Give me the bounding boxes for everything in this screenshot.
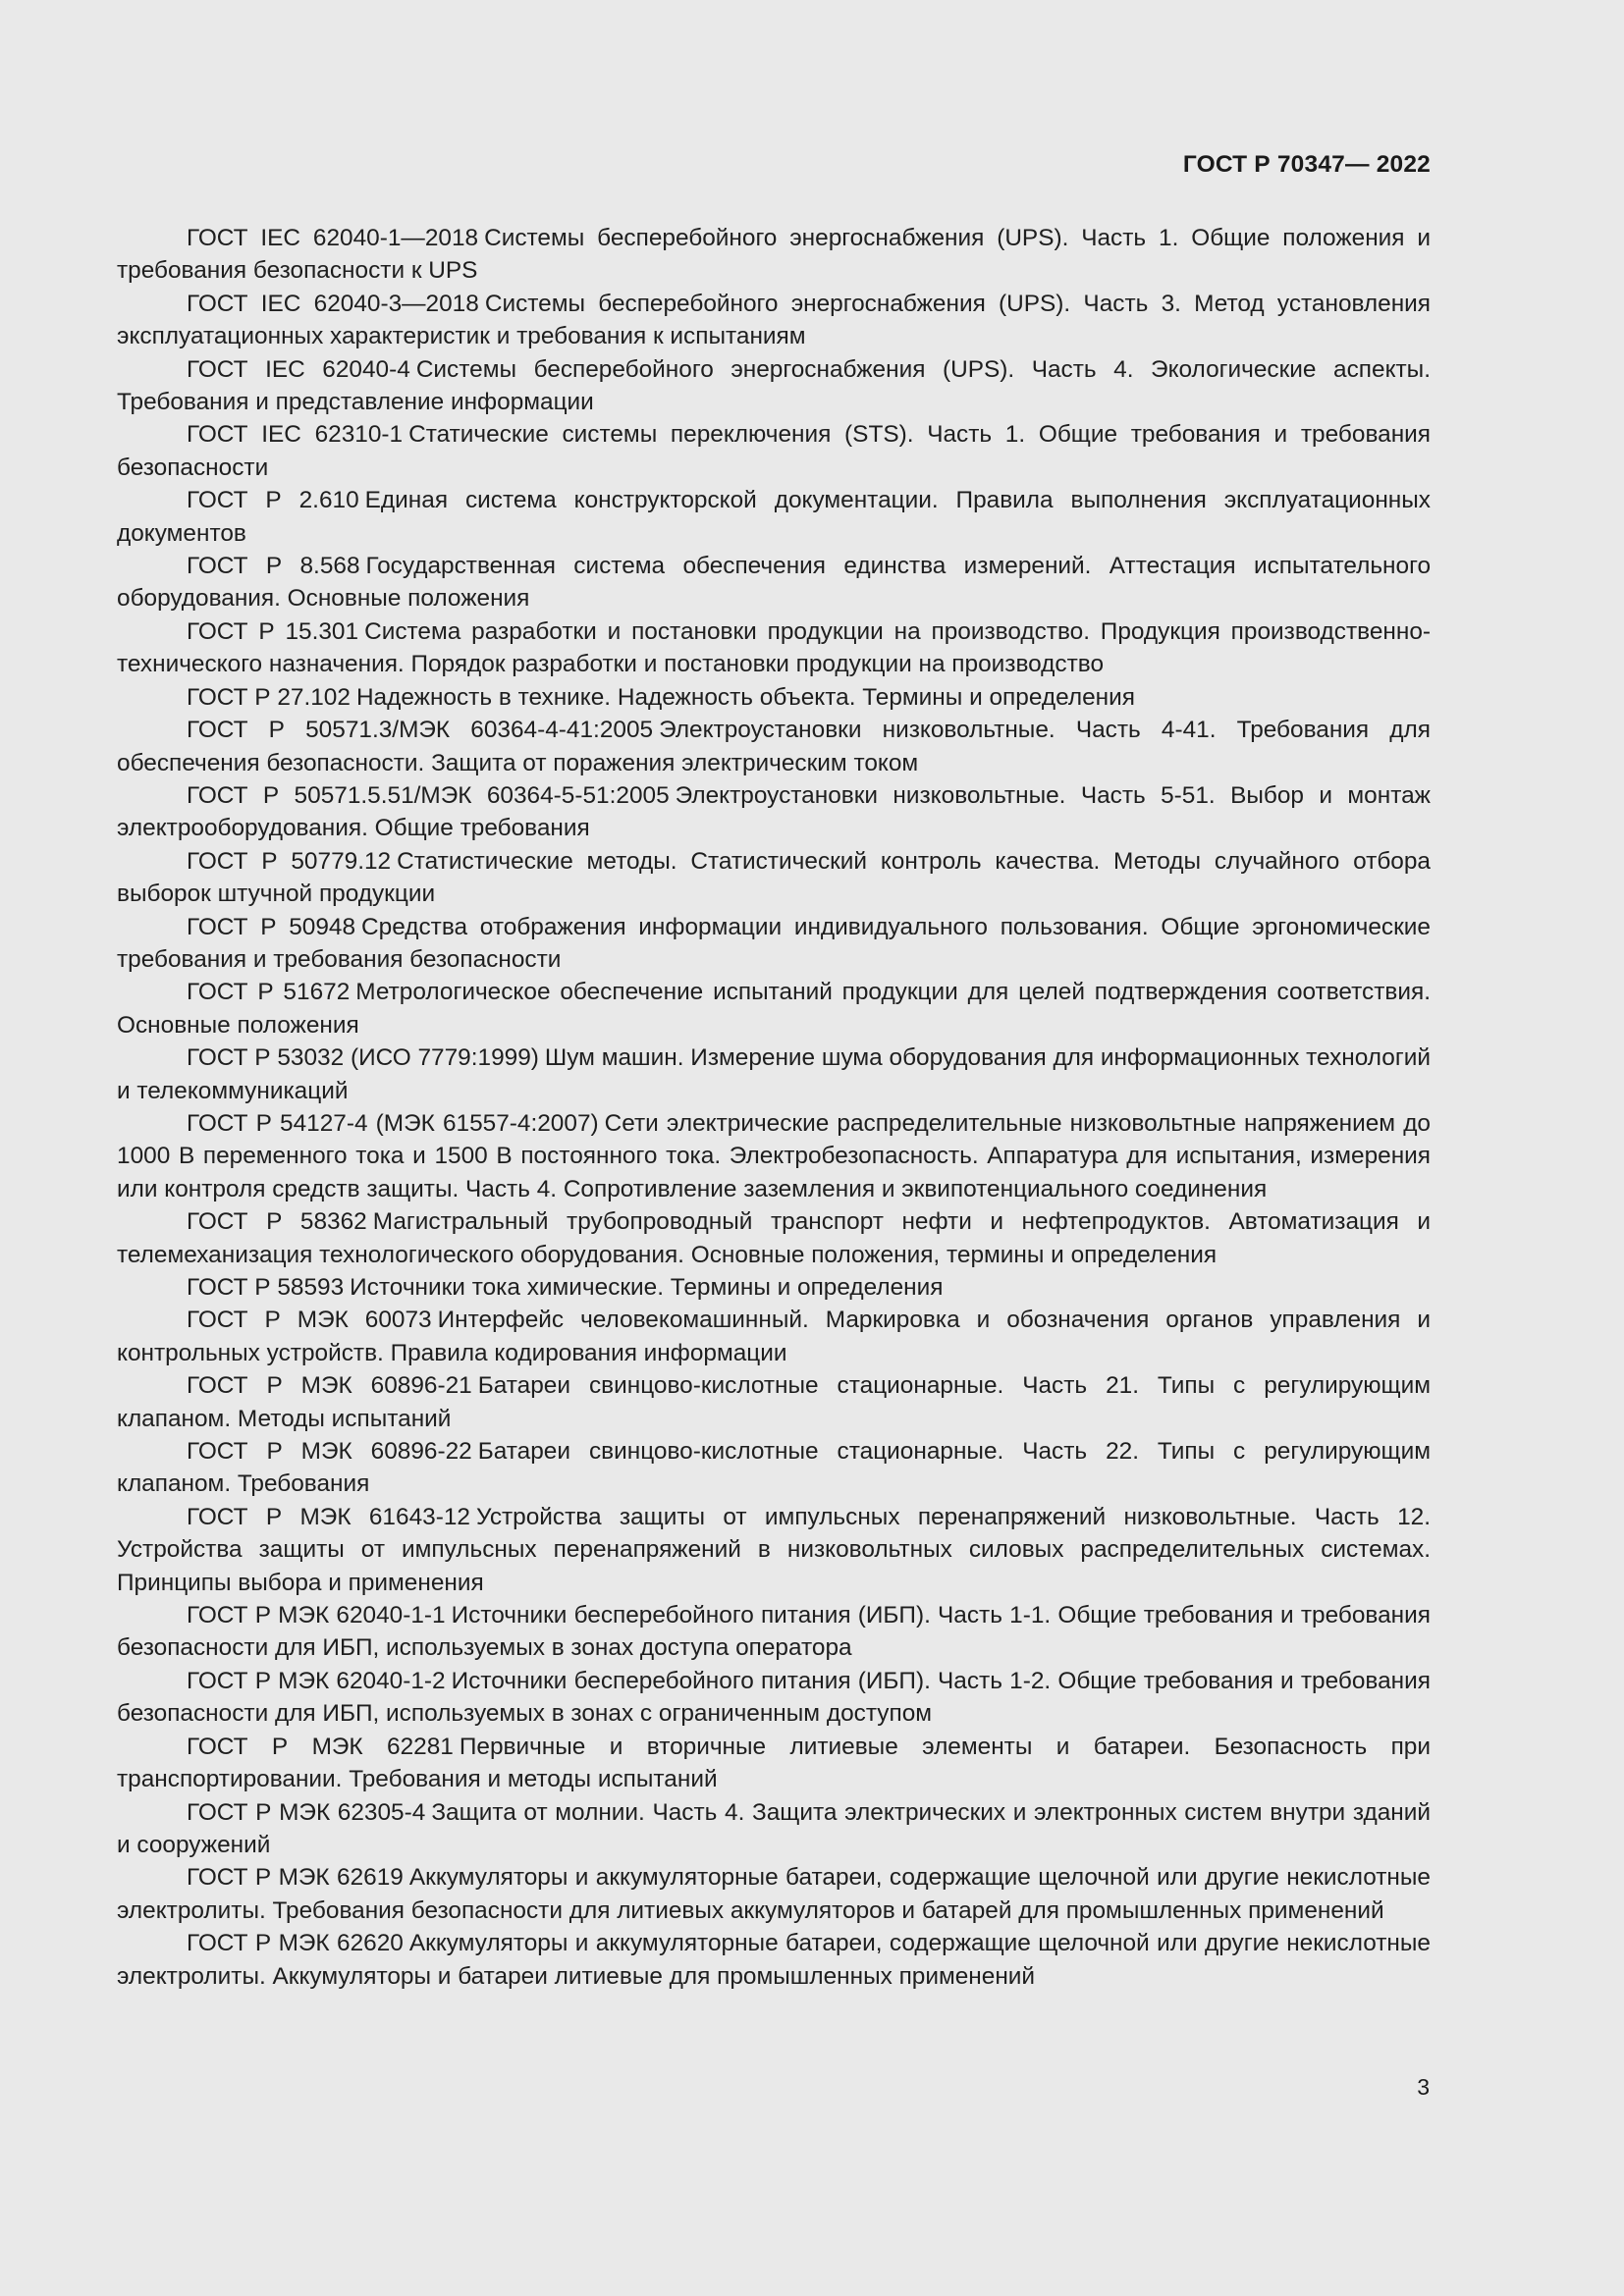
reference-title: Сети электрические распределительные низковольтные напряжением до 1000 В переменного тока и 1500 В постоянного тока. Электробезопасность. Аппаратура для испытания, измерения или контроля средств защиты. Часть 4. Сопротивление заземления и эквипотенциального соединения [117,1109,1431,1202]
reference-code: ГОСТ Р МЭК 62619 [187,1864,404,1892]
reference-code: ГОСТ Р 54127-4 (МЭК 61557-4:2007) [187,1109,599,1137]
reference-title: Батареи свинцово-кислотные стационарные. Часть 21. Типы с регулирующим клапаном. Методы испытаний [117,1372,1431,1432]
reference-title: Источники бесперебойного питания (ИБП). Часть 1-2. Общие требования и требования безопасности для ИБП, используемых в зонах с ограниченным доступом [117,1667,1431,1728]
reference-item [117,1501,1431,1599]
reference-code: ГОСТ Р 15.301 [187,617,359,645]
reference-item [117,484,1431,550]
reference-title: Первичные и вторичные литиевые элементы и батареи. Безопасность при транспортировании. Требования и методы испытаний [117,1733,1431,1793]
reference-code: ГОСТ Р 50571.3/МЭК 60364-4-41:2005 [187,717,654,744]
reference-code: ГОСТ Р МЭК 62040-1-2 [187,1667,446,1694]
reference-item [117,714,1431,779]
normative-references-list [117,222,1431,1993]
reference-item [117,550,1431,615]
reference-code: ГОСТ Р МЭК 62620 [187,1930,404,1957]
reference-title: Единая система конструкторской документации. Правила выполнения эксплуатационных документов [117,487,1431,547]
reference-title: Надежность в технике. Надежность объекта. Термины и определения [355,683,1135,711]
reference-title: Аккумуляторы и аккумуляторные батареи, содержащие щелочной или другие некислотные электролиты. Аккумуляторы и батареи литиевые для промышленных применений [117,1930,1431,1990]
reference-item [117,1731,1431,1796]
reference-code: ГОСТ IEC 62040-1—2018 [187,225,479,251]
reference-title: Электроустановки низковольтные. Часть 4-41. Требования для обеспечения безопасности. Защита от поражения электрическим током [117,717,1431,776]
reference-title: Система разработки и постановки продукции на производство. Продукция производственно-технического назначения. Порядок разработки и постановки продукции на производство [117,617,1432,678]
reference-title: Источники тока химические. Термины и определения [350,1274,944,1301]
reference-title: Шум машин. Измерение шума оборудования для информационных технологий и телекоммуникаций [117,1044,1431,1104]
reference-title: Устройства защиты от импульсных перенапряжений низковольтные. Часть 12. Устройства защиты от импульсных перенапряжений в низковольтных силовых распределительных системах. Принципы выбора и применения [117,1503,1431,1596]
reference-item [117,1369,1431,1435]
reference-title: Батареи свинцово-кислотные стационарные. Часть 22. Типы с регулирующим клапаном. Требования [117,1438,1431,1498]
reference-item [117,845,1431,911]
reference-code: ГОСТ Р 2.610 [187,487,359,514]
reference-title: Системы бесперебойного энергоснабжения (UPS). Часть 3. Метод установления эксплуатационных характеристик и требования к испытаниям [117,290,1432,350]
reference-code: ГОСТ IEC 62310-1 [187,421,404,449]
reference-code: ГОСТ Р 50948 [187,913,356,940]
reference-code: ГОСТ Р 58362 [187,1208,367,1236]
reference-code: ГОСТ Р 58593 [187,1274,345,1301]
reference-code: ГОСТ Р МЭК 62305-4 [187,1798,426,1826]
reference-code: ГОСТ Р 51672 [187,979,351,1006]
reference-item [117,1107,1431,1205]
reference-code: ГОСТ Р МЭК 62040-1-1 [187,1602,446,1629]
reference-item [117,353,1431,419]
reference-code: ГОСТ Р МЭК 60073 [187,1307,432,1334]
reference-code: ГОСТ IEC 62040-4 [187,355,410,383]
reference-title: Интерфейс человекомашинный. Маркировка и обозначения органов управления и контрольных устройств. Правила кодирования информации [117,1307,1431,1366]
reference-item [117,1796,1431,1862]
reference-item [117,1304,1431,1369]
page-number: 3 [1417,2074,1430,2100]
reference-code: ГОСТ Р 27.102 [187,683,351,711]
reference-title: Статические системы переключения (STS). Часть 1. Общие требования и требования безопасности [117,421,1431,481]
reference-code: ГОСТ Р 50779.12 [187,847,392,875]
reference-title: Электроустановки низковольтные. Часть 5-51. Выбор и монтаж электрооборудования. Общие требования [117,781,1431,842]
reference-title: Защита от молнии. Часть 4. Защита электрических и электронных систем внутри зданий и сооружений [117,1798,1431,1858]
reference-title: Государственная система обеспечения единства измерений. Аттестация испытательного оборудования. Основные положения [117,553,1432,613]
reference-item [117,418,1431,484]
document-code-header: ГОСТ Р 70347— 2022 [1182,151,1431,178]
reference-item [117,1665,1431,1731]
reference-item [117,681,1431,714]
reference-title: Метрологическое обеспечение испытаний продукции для целей подтверждения соответствия. Основные положения [117,979,1431,1039]
reference-item [117,1599,1431,1665]
reference-title: Аккумуляторы и аккумуляторные батареи, содержащие щелочной или другие некислотные электролиты. Требования безопасности для литиевых аккумуляторов и батарей для промышленных применений [117,1864,1431,1924]
reference-title: Средства отображения информации индивидуального пользования. Общие эргономические требования и требования безопасности [117,913,1431,973]
reference-code: ГОСТ Р МЭК 60896-21 [187,1372,472,1400]
reference-title: Источники бесперебойного питания (ИБП). Часть 1-1. Общие требования и требования безопасности для ИБП, используемых в зонах доступа оператора [117,1602,1431,1662]
reference-item [117,1861,1431,1927]
reference-item [117,779,1431,845]
reference-code: ГОСТ Р 8.568 [187,553,360,580]
reference-code: ГОСТ Р 50571.5.51/МЭК 60364-5-51:2005 [187,781,670,809]
reference-title: Магистральный трубопроводный транспорт нефти и нефтепродуктов. Автоматизация и телемеханизация технологического оборудования. Основные положения, термины и определения [117,1208,1431,1268]
reference-item [117,976,1431,1041]
reference-code: ГОСТ Р МЭК 60896-22 [187,1438,472,1466]
reference-item [117,1205,1431,1271]
reference-item [117,222,1431,288]
reference-title: Статистические методы. Статистический контроль качества. Методы случайного отбора выборок штучной продукции [117,847,1431,908]
reference-item [117,288,1431,353]
reference-title: Системы бесперебойного энергоснабжения (UPS). Часть 1. Общие положения и требования безопасности к UPS [117,225,1432,285]
reference-code: ГОСТ Р МЭК 61643-12 [187,1503,470,1530]
reference-code: ГОСТ Р 53032 (ИСО 7779:1999) [187,1044,539,1072]
reference-item [117,1271,1431,1304]
reference-code: ГОСТ IEC 62040-3—2018 [187,290,479,317]
reference-item [117,1435,1431,1501]
reference-item [117,615,1431,681]
reference-code: ГОСТ Р МЭК 62281 [187,1733,454,1760]
reference-title: Системы бесперебойного энергоснабжения (UPS). Часть 4. Экологические аспекты. Требования и представление информации [117,355,1431,416]
reference-item [117,1927,1431,1993]
reference-item [117,1041,1431,1107]
reference-item [117,911,1431,977]
